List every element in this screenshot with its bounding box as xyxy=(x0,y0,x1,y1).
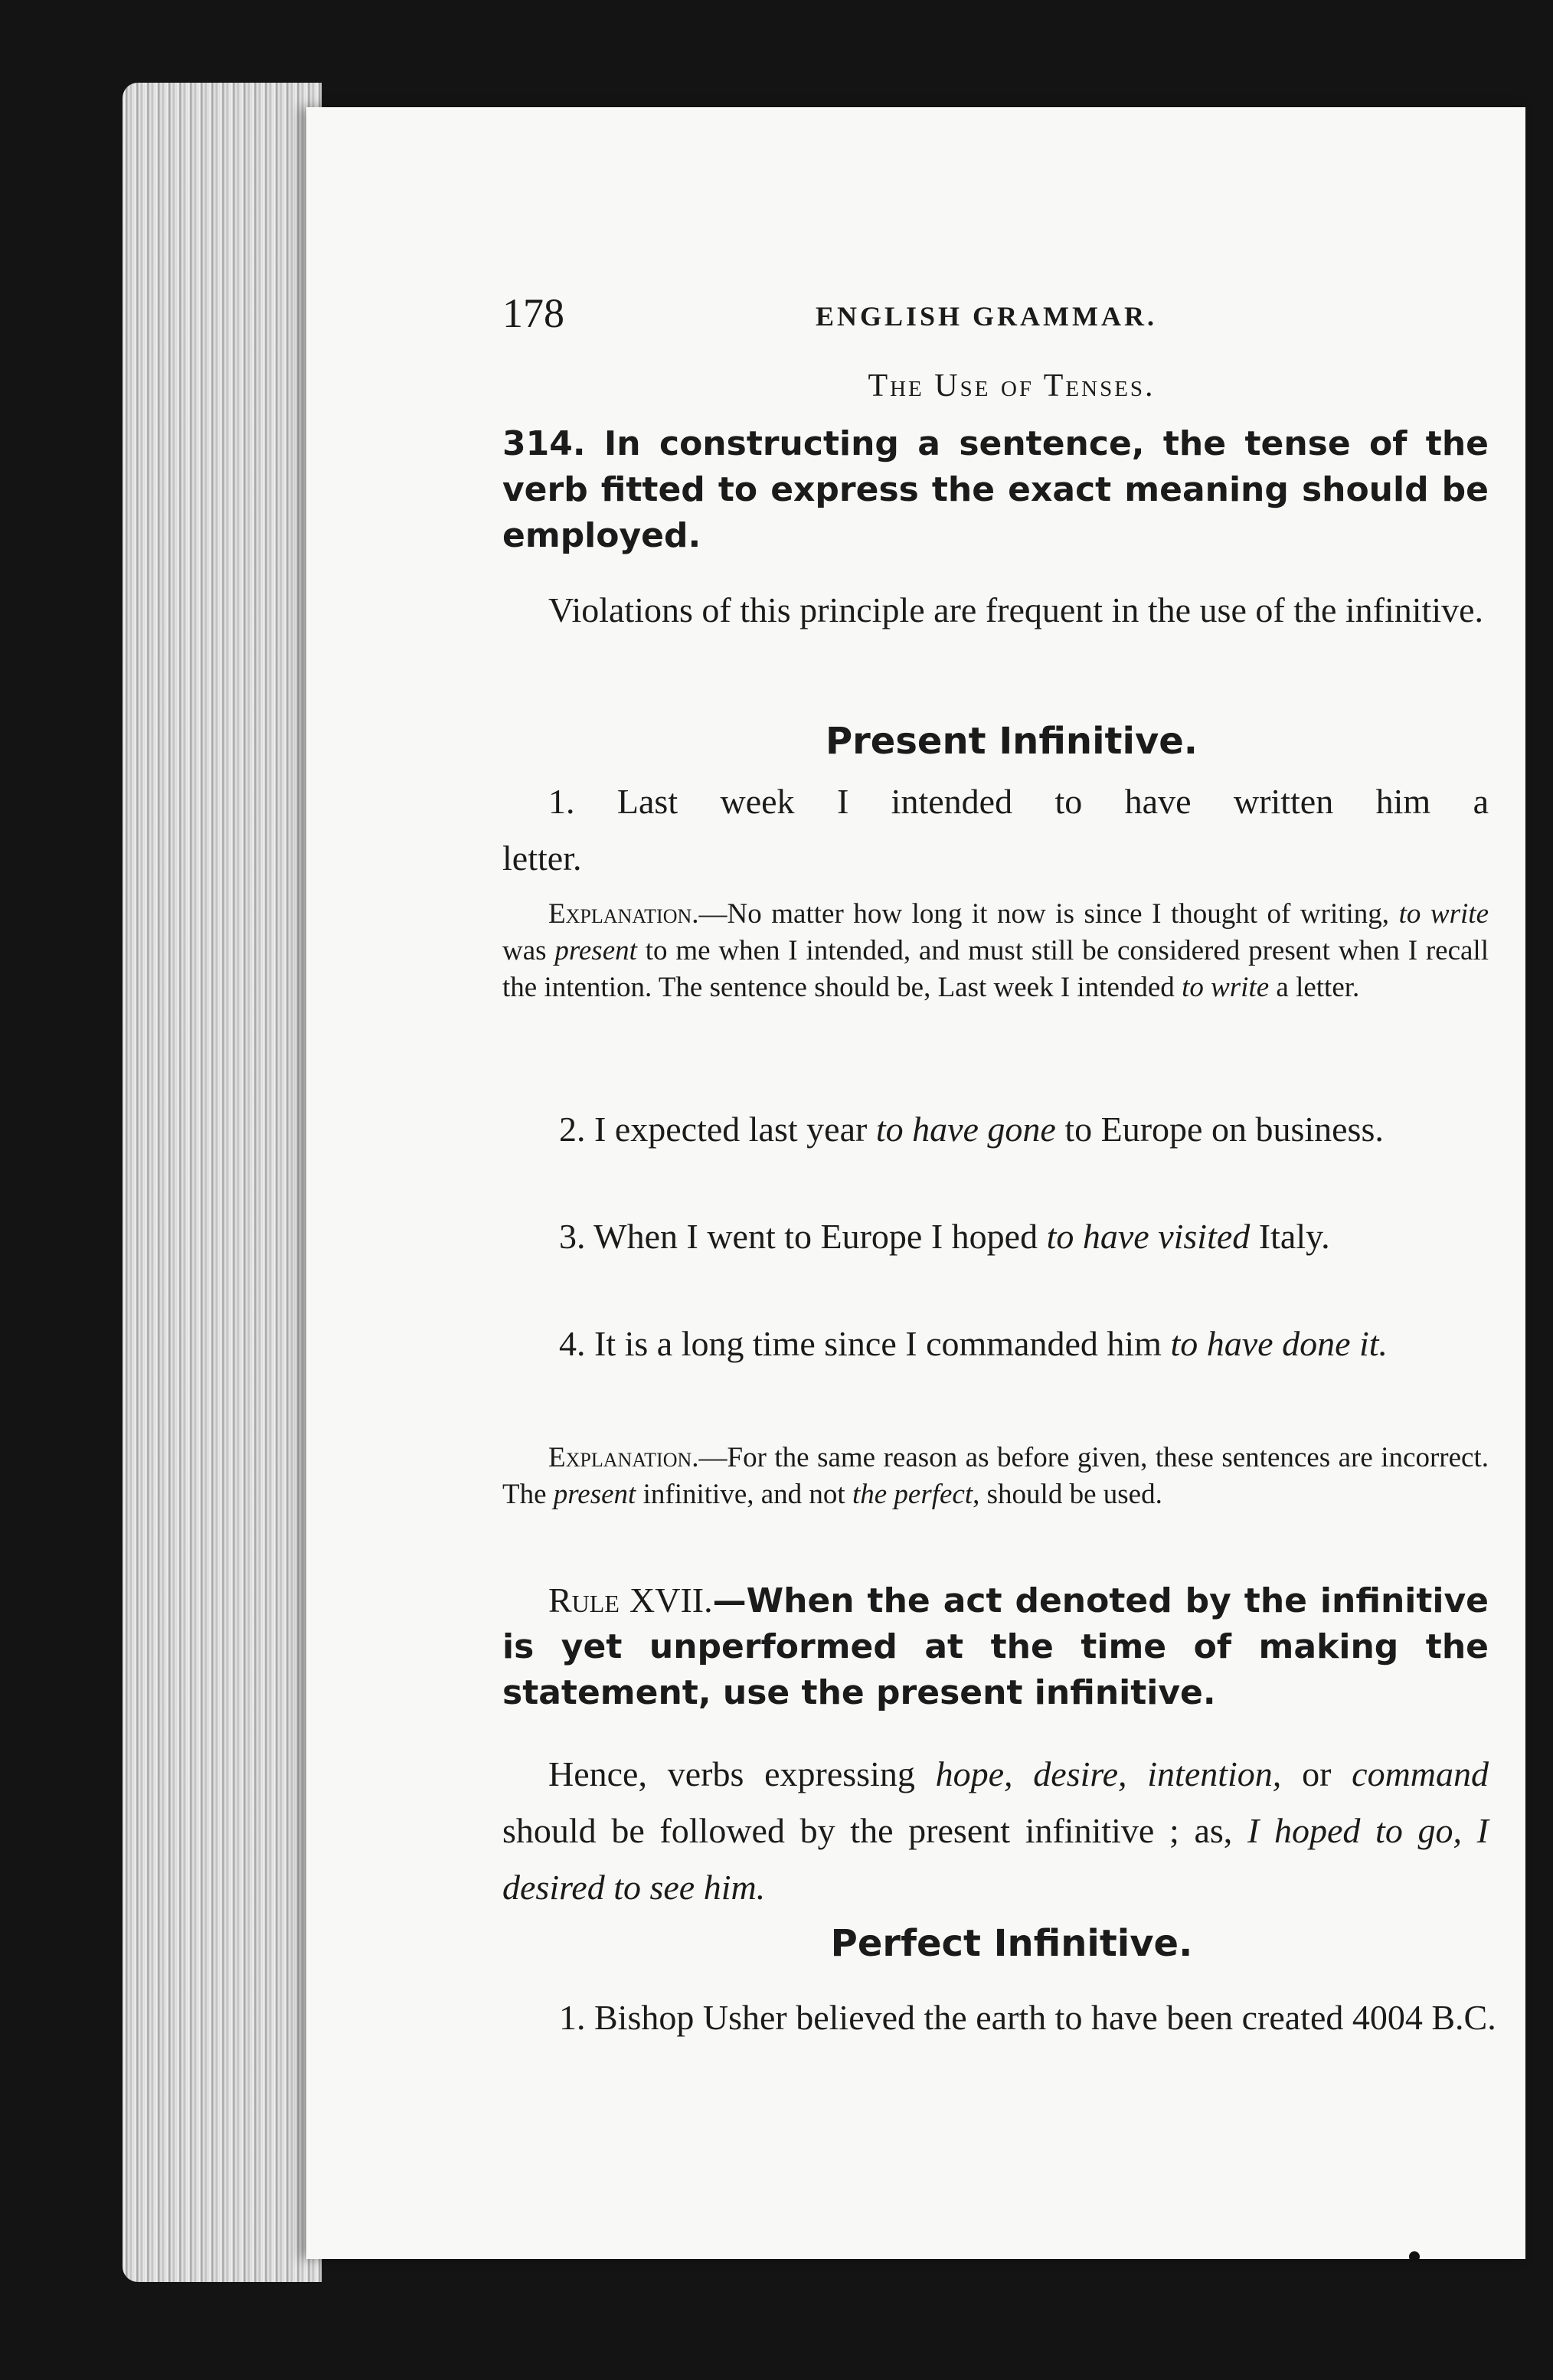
present-example-2 xyxy=(559,1103,1539,1156)
present-example-1 xyxy=(502,773,1489,887)
example-text: Italy. xyxy=(1250,1217,1330,1256)
explanation-italic: the perfect xyxy=(852,1479,973,1510)
book-page-edges xyxy=(123,83,322,2282)
explanation-text: infinitive, and not xyxy=(636,1479,852,1510)
page-header xyxy=(306,289,1525,343)
rule-text: —When the act denoted by the infinitive is yet unperformed at the time of making the statement, use the present infinitive. xyxy=(502,1581,1489,1712)
explanation-italic: to write xyxy=(1182,972,1270,1003)
present-example-4 xyxy=(559,1317,1539,1371)
explanation-text: —No matter how long it now is since I thought of writing, xyxy=(698,898,1399,930)
paragraph-314: 314. In constructing a sentence, the tense of the verb fitted to express the exact meaning should be employed. xyxy=(502,424,1489,555)
section-title: The Use of Tenses. xyxy=(868,368,1156,404)
hence-text: Hence, verbs expressing xyxy=(548,1754,936,1793)
rule-xvii xyxy=(502,1577,1489,1716)
hence-italic: I hoped to go, I desired to see him. xyxy=(502,1811,1489,1907)
example-text: 2. I expected last year xyxy=(559,1110,876,1149)
explanation-text: —For the same reason as before given, these sentences are incorrect. The xyxy=(502,1442,1489,1510)
hence-italic: command xyxy=(1352,1754,1489,1793)
explanation-text: a letter. xyxy=(1269,972,1360,1003)
hence-text: should be followed by the present infinitive ; as, xyxy=(502,1811,1247,1850)
explanation-text: , should be used. xyxy=(973,1479,1162,1510)
explanation-italic: to write xyxy=(1398,898,1489,930)
running-head: ENGLISH GRAMMAR. xyxy=(816,301,1158,332)
perfect-example-1: 1. Bishop Usher believed the earth to have been created 4004 B.C. xyxy=(559,1998,1496,2037)
example-italic: to have done it. xyxy=(1170,1324,1388,1363)
example-italic: to have gone xyxy=(875,1110,1056,1149)
rule-label: Rule XVII. xyxy=(548,1581,713,1620)
ink-dot xyxy=(1409,2251,1420,2262)
example-text: 4. It is a long time since I commanded him xyxy=(559,1324,1171,1363)
explanation-label: Explanation. xyxy=(548,898,699,930)
explanation-1 xyxy=(502,896,1489,1006)
example-text: to Europe on business. xyxy=(1055,1110,1384,1149)
example-italic: to have visited xyxy=(1046,1217,1251,1256)
present-example-3 xyxy=(559,1210,1539,1264)
example-text: 3. When I went to Europe I hoped xyxy=(559,1217,1047,1256)
explanation-text: to me when I intended, and must still be considered present when I recall the intention. The sentence should be, Last week I intended xyxy=(502,935,1489,1003)
hence-text: or xyxy=(1281,1754,1352,1793)
explanation-italic: present xyxy=(553,1479,636,1510)
page-number: 178 xyxy=(502,290,564,336)
explanation-label: Explanation. xyxy=(548,1442,699,1473)
perfect-infinitive-heading: Perfect Infinitive. xyxy=(830,1922,1193,1965)
book-page xyxy=(306,107,1525,2259)
explanation-text: was xyxy=(502,935,555,966)
hence-paragraph xyxy=(502,1746,1489,1916)
explanation-italic: present xyxy=(554,935,637,966)
hence-italic: hope, desire, intention, xyxy=(935,1754,1282,1793)
present-infinitive-heading: Present Infinitive. xyxy=(825,720,1198,763)
explanation-2 xyxy=(502,1440,1489,1513)
present-example-1-line-2: letter. xyxy=(502,839,582,878)
violations-paragraph: Violations of this principle are frequent in the use of the infinitive. xyxy=(548,590,1484,629)
present-example-1-line-1: 1. Last week I intended to have written him a xyxy=(548,782,1489,821)
